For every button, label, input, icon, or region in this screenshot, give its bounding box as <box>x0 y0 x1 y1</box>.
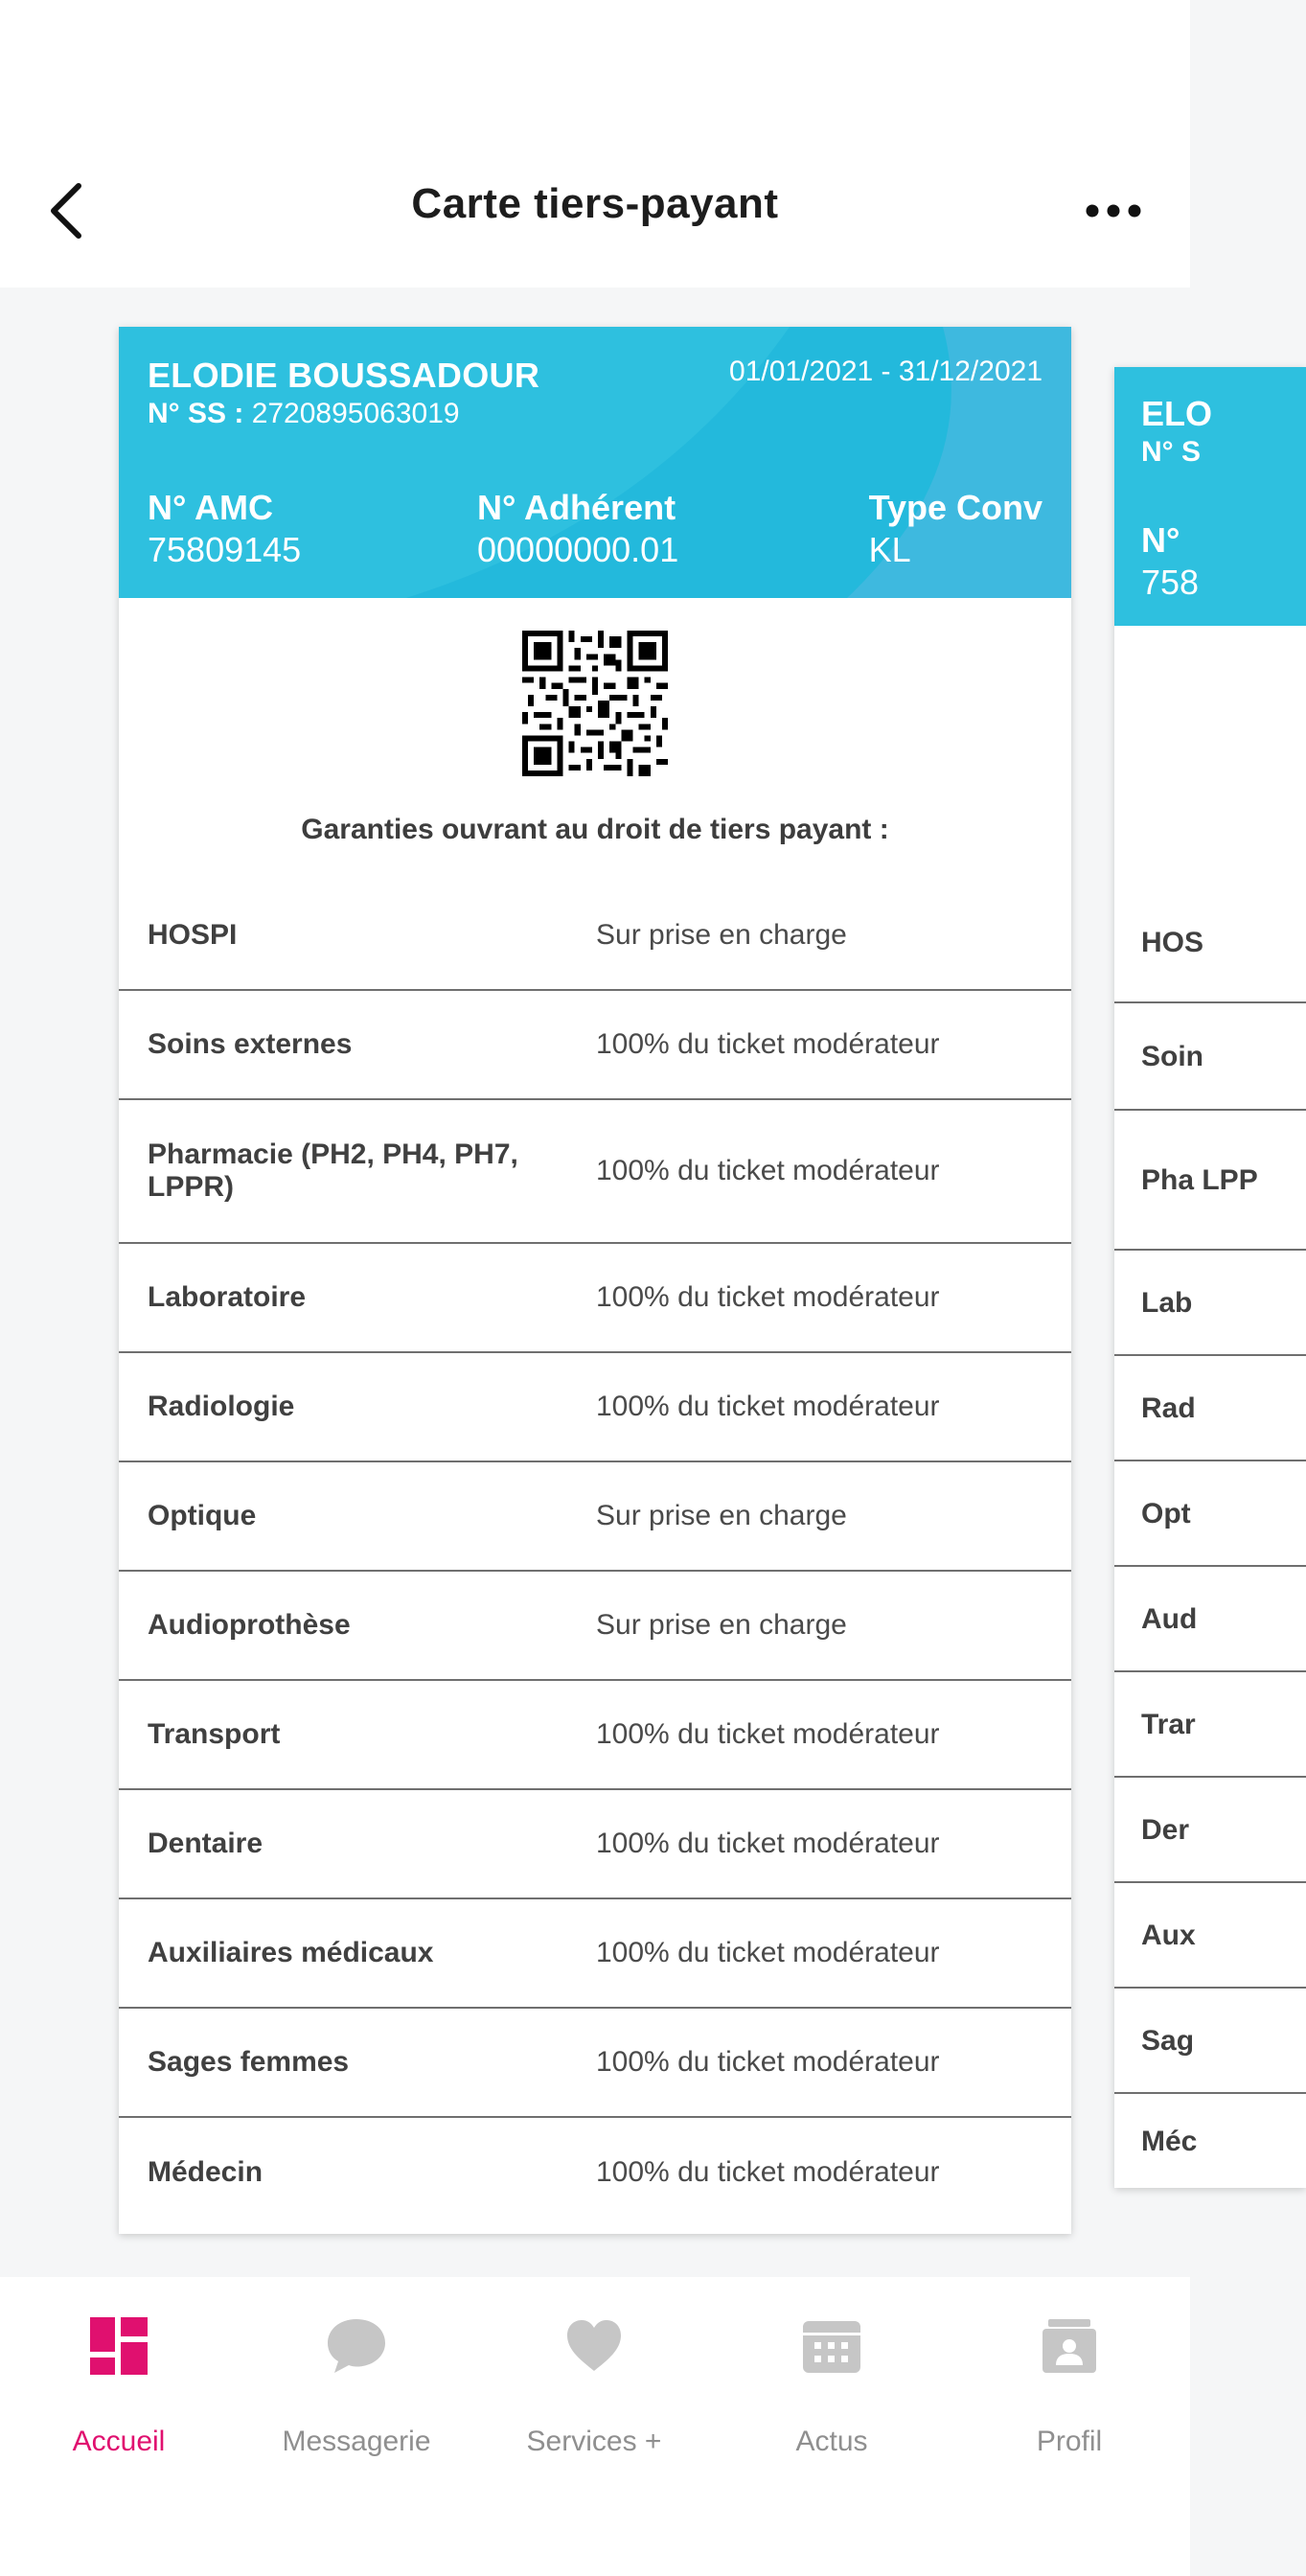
garantie-value: Sur prise en charge <box>596 919 847 951</box>
garantie-row <box>119 1899 1071 2009</box>
profile-card-icon <box>1039 2315 1100 2377</box>
next-card-row: Trar <box>1114 1674 1306 1778</box>
tiers-payant-card <box>119 327 1071 2234</box>
next-card-row: Soin <box>1114 1005 1306 1111</box>
tab-accueil[interactable] <box>0 2277 238 2469</box>
garantie-label: Laboratoire <box>148 1281 307 1313</box>
garantie-value: 100% du ticket modérateur <box>596 2046 940 2078</box>
tab-services[interactable] <box>475 2277 713 2469</box>
next-card-amc-label: N° <box>1141 520 1180 560</box>
garantie-row <box>119 2118 1071 2227</box>
garantie-value: 100% du ticket modérateur <box>596 1937 940 1968</box>
garantie-row <box>119 1353 1071 1462</box>
heart-icon <box>563 2315 625 2377</box>
more-dots-icon <box>1085 203 1142 218</box>
convention-value: KL <box>868 530 911 569</box>
next-card-row: Opt <box>1114 1463 1306 1567</box>
garantie-label: Médecin <box>148 2156 263 2188</box>
next-card-name: ELO <box>1141 394 1213 433</box>
next-card-row: Der <box>1114 1780 1306 1883</box>
garantie-row <box>119 1790 1071 1899</box>
garantie-row <box>119 1462 1071 1572</box>
garantie-value: 100% du ticket modérateur <box>596 1281 940 1313</box>
garantie-label: Sages femmes <box>148 2046 350 2078</box>
tab-label: Messagerie <box>282 2426 431 2457</box>
garantie-value: Sur prise en charge <box>596 1500 847 1531</box>
tab-profil[interactable] <box>951 2277 1188 2469</box>
garanties-list <box>119 882 1071 2227</box>
garantie-row <box>119 1100 1071 1244</box>
garantie-value: 100% du ticket modérateur <box>596 1718 940 1750</box>
qr-code <box>522 631 668 776</box>
chat-bubble-icon <box>326 2315 387 2377</box>
garantie-row <box>119 1244 1071 1353</box>
garantie-value: 100% du ticket modérateur <box>596 1828 940 1859</box>
next-card-row: Pha LPP <box>1114 1113 1306 1251</box>
tab-messagerie[interactable] <box>238 2277 475 2469</box>
garantie-label: Soins externes <box>148 1028 353 1060</box>
garantie-value: 100% du ticket modérateur <box>596 2156 940 2188</box>
next-card-header <box>1114 367 1306 626</box>
page-title: Carte tiers-payant <box>411 180 779 227</box>
garantie-label: Dentaire <box>148 1828 263 1859</box>
amc-block <box>148 488 301 570</box>
status-bar-area <box>0 0 1190 144</box>
amc-label: N° AMC <box>148 488 274 527</box>
tab-label: Services + <box>526 2426 662 2457</box>
convention-label: Type Conv <box>868 488 1043 527</box>
garantie-label: Transport <box>148 1718 281 1750</box>
validity-period: 01/01/2021 - 31/12/2021 <box>729 356 1043 387</box>
holder-name: ELODIE BOUSSADOUR <box>148 356 540 395</box>
adherent-label: N° Adhérent <box>477 488 676 527</box>
next-card-row: HOS <box>1114 885 1306 1003</box>
garantie-label: Auxiliaires médicaux <box>148 1937 434 1968</box>
garantie-label: Pharmacie (PH2, PH4, PH7, LPPR) <box>148 1138 518 1203</box>
tab-label: Profil <box>1036 2426 1103 2457</box>
navigation-bar <box>0 144 1190 288</box>
more-options-button[interactable] <box>1065 172 1161 249</box>
next-card-row: Méc <box>1141 2126 1198 2157</box>
next-card-ss: N° S <box>1141 436 1202 468</box>
dashboard-icon <box>88 2315 149 2377</box>
calendar-icon <box>801 2315 862 2377</box>
garantie-row <box>119 1572 1071 1681</box>
adherent-value: 00000000.01 <box>477 530 679 569</box>
card-header <box>119 327 1071 598</box>
garantie-label: Audioprothèse <box>148 1609 351 1641</box>
amc-value: 75809145 <box>148 530 302 569</box>
next-card-row: Aud <box>1114 1569 1306 1672</box>
garantie-row <box>119 991 1071 1100</box>
next-card-row: Aux <box>1114 1885 1306 1989</box>
garanties-title: Garanties ouvrant au droit de tiers payant : <box>301 814 889 845</box>
garantie-value: 100% du ticket modérateur <box>596 1391 940 1422</box>
garantie-value: Sur prise en charge <box>596 1609 847 1641</box>
convention-block <box>869 488 1043 570</box>
next-card-row: Lab <box>1114 1253 1306 1356</box>
garantie-label: Optique <box>148 1500 257 1531</box>
adherent-block <box>477 488 678 570</box>
garantie-label: HOSPI <box>148 919 238 951</box>
tab-label: Accueil <box>72 2426 166 2457</box>
bottom-tab-bar <box>0 2277 1190 2576</box>
garantie-row <box>119 2009 1071 2118</box>
garantie-row <box>119 1681 1071 1790</box>
next-card-amc-value: 758 <box>1141 563 1200 602</box>
ss-label: N° SS : <box>148 398 244 429</box>
garantie-label: Radiologie <box>148 1391 295 1422</box>
garantie-row <box>119 882 1071 991</box>
ss-number-line <box>148 398 460 430</box>
tab-actus[interactable] <box>713 2277 951 2469</box>
ss-number: 2720895063019 <box>251 398 460 429</box>
next-card-peek[interactable] <box>1114 367 1306 2188</box>
garantie-value: 100% du ticket modérateur <box>596 1028 940 1060</box>
next-card-row: Rad <box>1114 1358 1306 1461</box>
garantie-value: 100% du ticket modérateur <box>596 1155 940 1186</box>
next-card-row: Sag <box>1114 1990 1306 2094</box>
tab-label: Actus <box>795 2426 868 2457</box>
